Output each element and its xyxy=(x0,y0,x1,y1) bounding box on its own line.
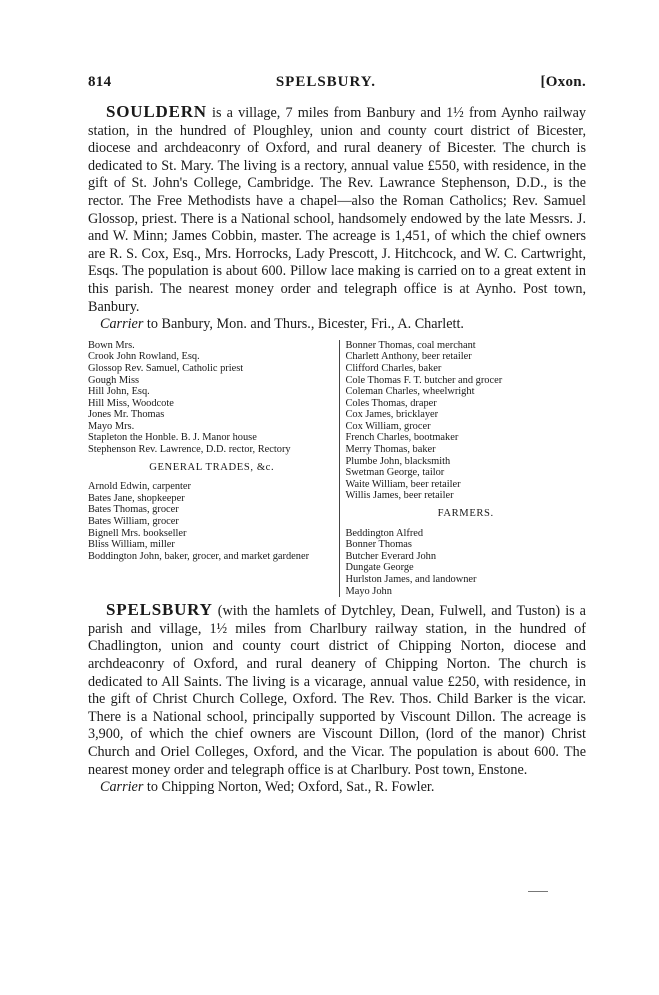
directory-entry: Coleman Charles, wheelwright xyxy=(345,386,475,398)
directory-right-column xyxy=(339,340,586,597)
souldern-directory xyxy=(88,340,586,597)
directory-entry: Hurlston James, and landowner xyxy=(345,574,477,585)
directory-left-column xyxy=(88,340,339,597)
directory-entry: Cox William, grocer xyxy=(345,420,431,432)
spelsbury-carrier-label: Carrier xyxy=(100,779,144,796)
spelsbury-carrier-text: to Chipping Norton, Wed; Oxford, Sat., R. Fowler. xyxy=(143,779,435,796)
directory-entry: Mayo John xyxy=(345,585,392,597)
page-title: SPELSBURY. xyxy=(275,74,377,90)
residents-list xyxy=(88,340,335,456)
directory-entry: Swetman George, tailor xyxy=(345,467,445,479)
trades-list-right xyxy=(345,340,586,502)
directory-entry: Bignell Mrs. bookseller xyxy=(88,527,187,539)
spelsbury-carrier xyxy=(100,779,586,797)
directory-entry: Bonner Thomas xyxy=(345,539,412,551)
directory-entry: Merry Thomas, baker xyxy=(345,444,436,456)
trades-list-left xyxy=(88,481,335,562)
spelsbury-text: (with the hamlets of Dytchley, Dean, Fulwell, and Tuston) is a parish and village, 1½ miles from Charlbury railway station, in the hundred of Chadlington, union and county court district of Chipping Norton, diocese and archdeaconry of Oxford, and rural deanery of Chipping Norton. The church is dedicated to All Saints. The living is a vicarage, annual value £250, with residence, in the gift of Christ Church College, Oxford. The Rev. Thos. Child Barker is the vicar. There is a National school, principally supported by Viscount Dillon. The acreage is 3,900, of which the chief owners are Viscount Dillon, (lord of the manor) Christ Church and Oriel Colleges, Oxford, and the Vicar. The population is about 600. The nearest money order and telegraph office is at Charlbury. Post town, Enstone. xyxy=(88,603,586,778)
farmers-heading: FARMERS. xyxy=(437,508,494,520)
directory-entry: Waite William, beer retailer xyxy=(345,478,461,490)
souldern-text: is a village, 7 miles from Banbury and 1½ from Aynho railway station, in the hundred of Ploughley, union and county court district of Bicester, diocese and archdeaconry of Oxford, and rural deanery of Bicester. The church is dedicated to St. Mary. The living is a rectory, annual value £550, with residence, in the gift of St. John's College, Cambridge. The Rev. Lawrance Stephenson, D.D., is the rector. The Free Methodists have a chapel—also the Roman Catholics; Rev. Samuel Glossop, priest. There is a National school, handsomely endowed by the late Messrs. J. and W. Minn; James Cobbin, master. The acreage is 1,451, of which the chief owners are R. S. Cox, Esq., Mrs. Horrocks, Lady Prescott, J. Hitchcock, and W. C. Cartwright, Esqs. The population is about 600. Pillow lace making is carried on to a great extent in this parish. The nearest money order and telegraph office is at Aynho. Post town, Banbury. xyxy=(88,105,586,315)
directory-entry: Bonner Thomas, coal merchant xyxy=(345,339,476,351)
souldern-carrier xyxy=(100,316,586,334)
directory-entry: French Charles, bootmaker xyxy=(345,432,459,444)
spelsbury-heading: SPELSBURY xyxy=(106,600,213,620)
county-label: [Oxon. xyxy=(540,74,586,90)
directory-entry: Bates Thomas, grocer xyxy=(88,504,179,516)
directory-entry: Arnold Edwin, carpenter xyxy=(88,481,192,493)
page-number: 814 xyxy=(88,74,112,90)
end-rule xyxy=(528,891,548,892)
directory-entry: Bates William, grocer xyxy=(88,516,179,528)
directory-entry: Coles Thomas, draper xyxy=(345,397,437,409)
directory-entry: Cox James, bricklayer xyxy=(345,409,439,421)
directory-entry: Bown Mrs. xyxy=(88,339,135,351)
trades-heading: GENERAL TRADES, &c. xyxy=(149,461,275,473)
directory-entry: Willis James, beer retailer xyxy=(345,490,454,502)
directory-entry: Mayo Mrs. xyxy=(88,420,135,432)
souldern-carrier-text: to Banbury, Mon. and Thurs., Bicester, Fri., A. Charlett. xyxy=(143,316,464,333)
spelsbury-paragraph xyxy=(88,601,586,779)
directory-entry: Glossop Rev. Samuel, Catholic priest xyxy=(88,362,244,374)
directory-entry: Clifford Charles, baker xyxy=(345,362,442,374)
souldern-carrier-label: Carrier xyxy=(100,316,144,333)
directory-entry: Jones Mr. Thomas xyxy=(88,409,165,421)
directory-entry: Dungate George xyxy=(345,562,414,574)
directory-entry: Butcher Everard John xyxy=(345,550,437,562)
directory-entry: Gough Miss xyxy=(88,374,140,386)
page xyxy=(88,74,586,797)
souldern-heading: SOULDERN xyxy=(106,102,207,121)
farmers-list xyxy=(345,528,586,598)
page-header xyxy=(88,74,586,91)
directory-entry: Beddington Alfred xyxy=(345,527,424,539)
directory-entry: Stapleton the Honble. B. J. Manor house xyxy=(88,432,257,444)
directory-entry: Hill Miss, Woodcote xyxy=(88,397,174,409)
souldern-paragraph xyxy=(88,103,586,316)
directory-entry: Boddington John, baker, grocer, and market gardener xyxy=(88,550,310,562)
directory-entry: Crook John Rowland, Esq. xyxy=(88,351,200,363)
directory-entry: Plumbe John, blacksmith xyxy=(345,455,451,467)
directory-entry: Cole Thomas F. T. butcher and grocer xyxy=(345,374,503,386)
directory-entry: Hill John, Esq. xyxy=(88,386,150,398)
directory-entry: Bliss William, miller xyxy=(88,539,175,551)
directory-entry: Stephenson Rev. Lawrence, D.D. rector, Rectory xyxy=(88,444,291,456)
directory-entry: Charlett Anthony, beer retailer xyxy=(345,351,472,363)
directory-entry: Bates Jane, shopkeeper xyxy=(88,492,185,504)
